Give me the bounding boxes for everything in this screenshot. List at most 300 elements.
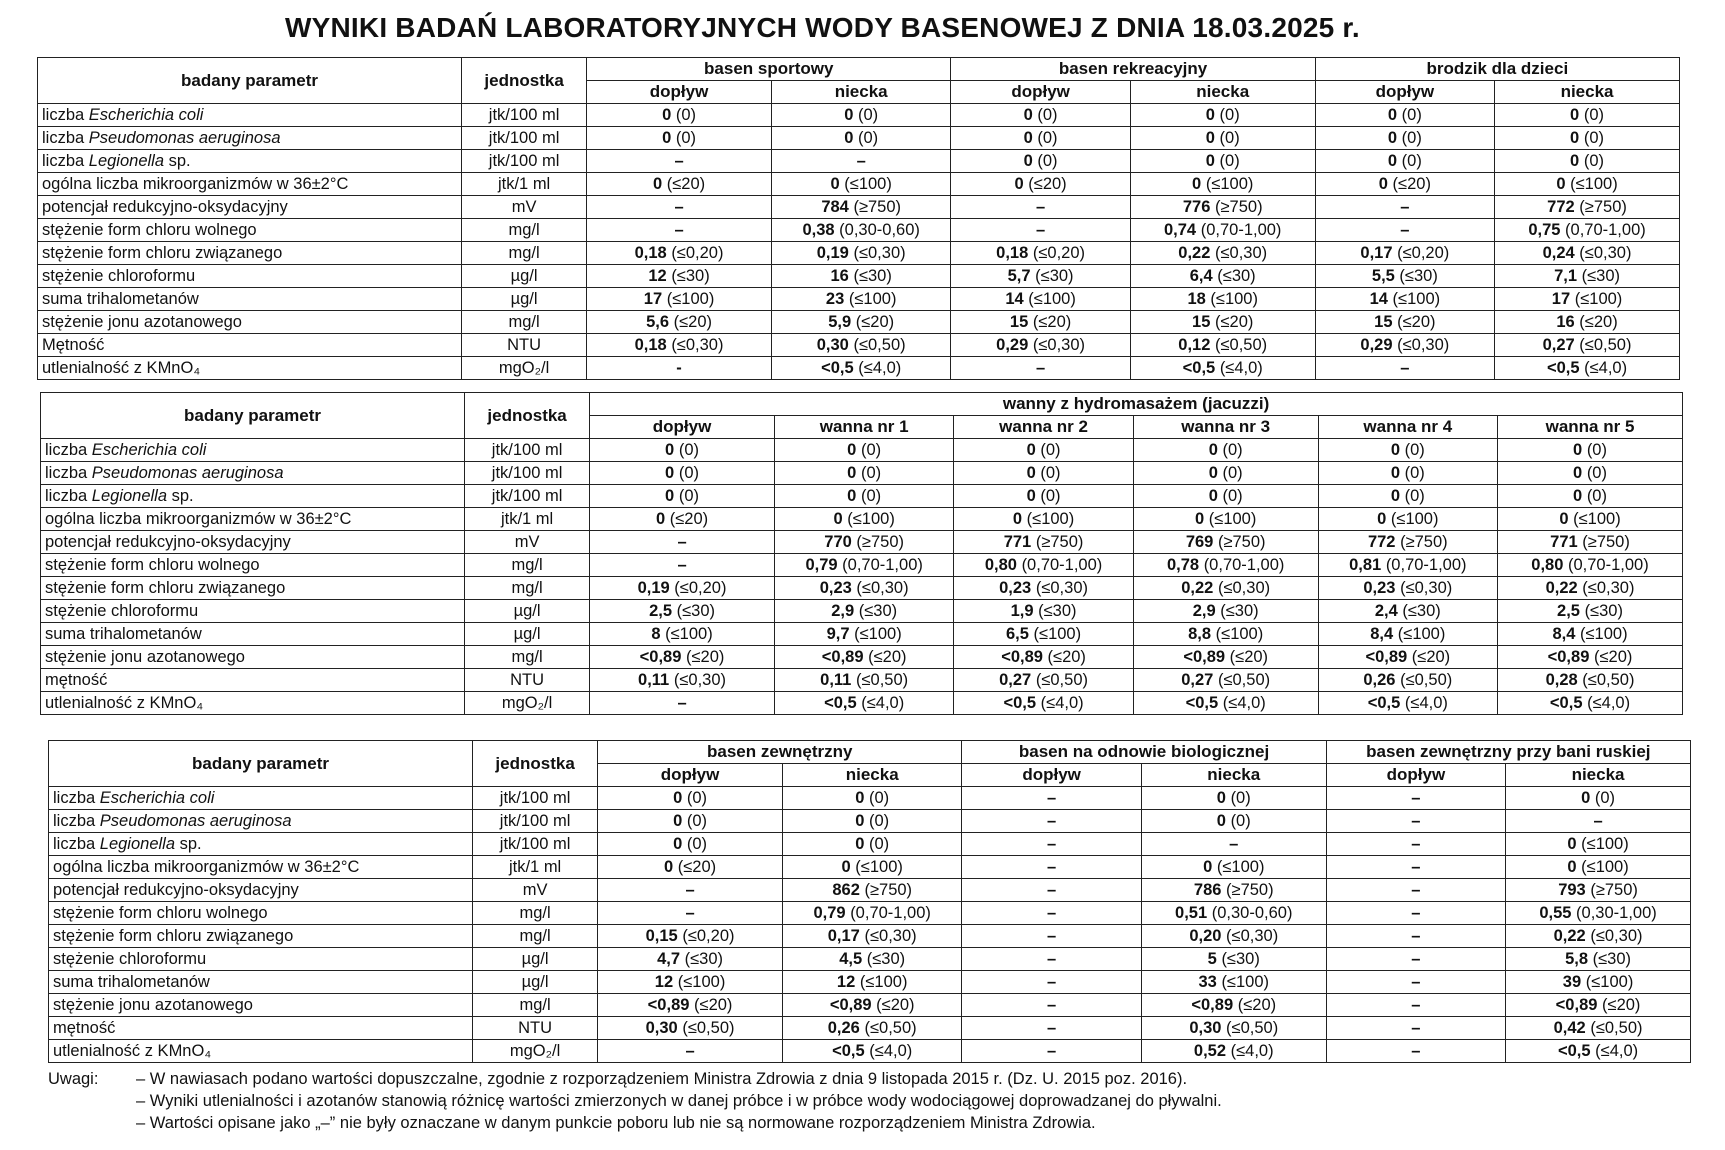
value-cell: 16 (≤20): [1495, 311, 1680, 334]
value-cell: 0 (0): [954, 439, 1133, 462]
table-row: [49, 833, 1691, 856]
value-cell: –: [962, 902, 1141, 925]
value-cell: 12 (≤100): [598, 971, 783, 994]
value-cell: 0,78 (0,70-1,00): [1133, 554, 1318, 577]
value-cell: <0,5 (≤4,0): [1506, 1040, 1691, 1063]
table-row: [41, 669, 1683, 692]
value-cell: 0,52 (≤4,0): [1141, 1040, 1326, 1063]
value-cell: 0 (0): [590, 439, 775, 462]
value-cell: –: [962, 925, 1141, 948]
value-cell: 15 (≤20): [1130, 311, 1315, 334]
value-cell: 0,22 (≤0,30): [1506, 925, 1691, 948]
value-cell: 0,81 (0,70-1,00): [1318, 554, 1497, 577]
unit: jtk/100 ml: [465, 485, 590, 508]
value-cell: 772 (≥750): [1318, 531, 1497, 554]
group-header: basen sportowy: [587, 58, 951, 81]
header-unit: jednostka: [465, 393, 590, 439]
note-line: – Wyniki utlenialności i azotanów stanowią różnicę wartości zmierzonych w danej próbce i w próbce wody wodociągowej doprowadzanej do pływalni.: [136, 1092, 1222, 1110]
param-name: stężenie chloroformu: [49, 948, 473, 971]
value-cell: 15 (≤20): [1315, 311, 1494, 334]
value-cell: –: [1326, 810, 1505, 833]
param-name: suma trihalometanów: [41, 623, 465, 646]
param-name: ogólna liczba mikroorganizmów w 36±2°C: [38, 173, 462, 196]
param-name: liczba Escherichia coli: [41, 439, 465, 462]
sub-header: wanna nr 1: [774, 416, 953, 439]
table-row: [49, 1017, 1691, 1040]
value-cell: 770 (≥750): [774, 531, 953, 554]
value-cell: –: [1326, 1040, 1505, 1063]
value-cell: 0,26 (≤0,50): [782, 1017, 961, 1040]
notes-lines: [136, 1068, 1696, 1134]
value-cell: 0 (≤100): [1506, 833, 1691, 856]
unit: jtk/100 ml: [473, 833, 598, 856]
param-name: ogólna liczba mikroorganizmów w 36±2°C: [41, 508, 465, 531]
value-cell: 12 (≤100): [782, 971, 961, 994]
value-cell: 0 (≤20): [1315, 173, 1494, 196]
value-cell: 0 (≤100): [1495, 173, 1680, 196]
table-row: [38, 288, 1680, 311]
param-name: liczba Legionella sp.: [49, 833, 473, 856]
table-row: [38, 219, 1680, 242]
unit: mgO₂/l: [465, 692, 590, 715]
notes-label: Uwagi:: [48, 1070, 99, 1088]
param-name: Mętność: [38, 334, 462, 357]
value-cell: –: [962, 971, 1141, 994]
param-name: potencjał redukcyjno-oksydacyjny: [41, 531, 465, 554]
value-cell: –: [598, 879, 783, 902]
unit: mgO₂/l: [473, 1040, 598, 1063]
sub-header: dopływ: [1326, 764, 1505, 787]
value-cell: <0,5 (≤4,0): [1318, 692, 1497, 715]
table-row: [49, 971, 1691, 994]
unit: mg/l: [462, 242, 587, 265]
value-cell: 0 (0): [771, 127, 950, 150]
value-cell: 769 (≥750): [1133, 531, 1318, 554]
table-row: [41, 485, 1683, 508]
value-cell: <0,5 (≤4,0): [1130, 357, 1315, 380]
value-cell: 0,29 (≤0,30): [1315, 334, 1494, 357]
unit: jtk/100 ml: [462, 150, 587, 173]
param-name: ogólna liczba mikroorganizmów w 36±2°C: [49, 856, 473, 879]
value-cell: 786 (≥750): [1141, 879, 1326, 902]
value-cell: 5 (≤30): [1141, 948, 1326, 971]
table-row: [38, 173, 1680, 196]
value-cell: 0 (0): [1315, 104, 1494, 127]
value-cell: –: [1326, 856, 1505, 879]
unit: mV: [465, 531, 590, 554]
unit: µg/l: [465, 600, 590, 623]
value-cell: 0 (0): [598, 810, 783, 833]
table-row: [49, 925, 1691, 948]
table-row: [41, 623, 1683, 646]
unit: NTU: [462, 334, 587, 357]
value-cell: 0 (0): [587, 127, 772, 150]
value-cell: -: [587, 357, 772, 380]
table-row: [49, 902, 1691, 925]
value-cell: 0 (0): [598, 833, 783, 856]
value-cell: –: [1315, 219, 1494, 242]
value-cell: 0,26 (≤0,50): [1318, 669, 1497, 692]
value-cell: –: [951, 357, 1130, 380]
value-cell: –: [590, 692, 775, 715]
sub-header: niecka: [1141, 764, 1326, 787]
value-cell: 0,18 (≤0,20): [951, 242, 1130, 265]
value-cell: 0 (0): [1318, 462, 1497, 485]
param-name: potencjał redukcyjno-oksydacyjny: [49, 879, 473, 902]
table-row: [38, 196, 1680, 219]
value-cell: 0 (0): [1133, 462, 1318, 485]
value-cell: 0 (≤100): [1130, 173, 1315, 196]
value-cell: 5,5 (≤30): [1315, 265, 1494, 288]
value-cell: 0,17 (≤0,30): [782, 925, 961, 948]
table-row: [49, 810, 1691, 833]
unit: jtk/100 ml: [465, 439, 590, 462]
value-cell: <0,5 (≤4,0): [1498, 692, 1683, 715]
table-row: [41, 508, 1683, 531]
param-name: utlenialność z KMnO₄: [41, 692, 465, 715]
value-cell: –: [962, 787, 1141, 810]
value-cell: –: [962, 1017, 1141, 1040]
value-cell: 0,29 (≤0,30): [951, 334, 1130, 357]
param-name: stężenie chloroformu: [38, 265, 462, 288]
table-row: [38, 311, 1680, 334]
unit: µg/l: [462, 288, 587, 311]
value-cell: –: [590, 531, 775, 554]
value-cell: 0 (0): [1141, 810, 1326, 833]
unit: mg/l: [462, 311, 587, 334]
value-cell: 862 (≥750): [782, 879, 961, 902]
value-cell: –: [1326, 925, 1505, 948]
value-cell: 0 (0): [598, 787, 783, 810]
value-cell: 0 (0): [1315, 127, 1494, 150]
value-cell: 0 (0): [1498, 485, 1683, 508]
value-cell: 0 (≤100): [771, 173, 950, 196]
value-cell: 12 (≤30): [587, 265, 772, 288]
value-cell: 0,79 (0,70-1,00): [782, 902, 961, 925]
unit: jtk/100 ml: [462, 127, 587, 150]
value-cell: 15 (≤20): [951, 311, 1130, 334]
value-cell: <0,89 (≤20): [782, 994, 961, 1017]
value-cell: 39 (≤100): [1506, 971, 1691, 994]
value-cell: 0,20 (≤0,30): [1141, 925, 1326, 948]
sub-header: dopływ: [1315, 81, 1494, 104]
value-cell: 0 (0): [1498, 439, 1683, 462]
value-cell: 0,22 (≤0,30): [1130, 242, 1315, 265]
table-row: [49, 994, 1691, 1017]
results-table-pools: [37, 57, 1680, 380]
value-cell: –: [1326, 994, 1505, 1017]
value-cell: 2,4 (≤30): [1318, 600, 1497, 623]
value-cell: 4,7 (≤30): [598, 948, 783, 971]
sub-header: niecka: [782, 764, 961, 787]
value-cell: –: [1326, 1017, 1505, 1040]
value-cell: 1,9 (≤30): [954, 600, 1133, 623]
table-row: [41, 646, 1683, 669]
value-cell: 793 (≥750): [1506, 879, 1691, 902]
header-param: badany parametr: [41, 393, 465, 439]
value-cell: 771 (≥750): [954, 531, 1133, 554]
value-cell: 0 (0): [1495, 127, 1680, 150]
value-cell: 0 (0): [1318, 485, 1497, 508]
value-cell: 4,5 (≤30): [782, 948, 961, 971]
value-cell: –: [1315, 196, 1494, 219]
param-name: stężenie form chloru związanego: [49, 925, 473, 948]
param-name: potencjał redukcyjno-oksydacyjny: [38, 196, 462, 219]
value-cell: 8,4 (≤100): [1498, 623, 1683, 646]
table-row: [38, 265, 1680, 288]
value-cell: 0 (0): [774, 462, 953, 485]
param-name: mętność: [41, 669, 465, 692]
value-cell: 0 (0): [1130, 127, 1315, 150]
value-cell: 0,11 (≤0,50): [774, 669, 953, 692]
value-cell: 17 (≤100): [587, 288, 772, 311]
unit: µg/l: [473, 971, 598, 994]
note-line: – Wartości opisane jako „–” nie były oznaczane w danym punkcie poboru lub nie są normowane rozporządzeniem Ministra Zdrowia.: [136, 1114, 1096, 1132]
table-row: [41, 531, 1683, 554]
value-cell: 0 (≤20): [951, 173, 1130, 196]
value-cell: 0,17 (≤0,20): [1315, 242, 1494, 265]
value-cell: 0 (0): [1318, 439, 1497, 462]
param-name: stężenie form chloru związanego: [38, 242, 462, 265]
value-cell: 2,5 (≤30): [590, 600, 775, 623]
value-cell: 0 (0): [1498, 462, 1683, 485]
value-cell: <0,89 (≤20): [1318, 646, 1497, 669]
value-cell: 0,55 (0,30-1,00): [1506, 902, 1691, 925]
value-cell: 17 (≤100): [1495, 288, 1680, 311]
table-row: [49, 879, 1691, 902]
value-cell: <0,5 (≤4,0): [1495, 357, 1680, 380]
sub-header: niecka: [771, 81, 950, 104]
value-cell: 0 (0): [782, 787, 961, 810]
value-cell: –: [1141, 833, 1326, 856]
table-row: [38, 150, 1680, 173]
value-cell: 16 (≤30): [771, 265, 950, 288]
unit: mgO₂/l: [462, 357, 587, 380]
table-row: [38, 127, 1680, 150]
param-name: utlenialność z KMnO₄: [49, 1040, 473, 1063]
value-cell: 0 (≤100): [1498, 508, 1683, 531]
unit: NTU: [473, 1017, 598, 1040]
value-cell: –: [962, 948, 1141, 971]
sub-header: wanna nr 5: [1498, 416, 1683, 439]
value-cell: 0 (0): [1133, 485, 1318, 508]
param-name: liczba Pseudomonas aeruginosa: [49, 810, 473, 833]
param-name: stężenie jonu azotanowego: [38, 311, 462, 334]
value-cell: 0,79 (0,70-1,00): [774, 554, 953, 577]
value-cell: 0 (0): [1130, 104, 1315, 127]
value-cell: 0,22 (≤0,30): [1498, 577, 1683, 600]
unit: jtk/1 ml: [462, 173, 587, 196]
unit: jtk/100 ml: [473, 787, 598, 810]
value-cell: –: [962, 879, 1141, 902]
param-name: suma trihalometanów: [38, 288, 462, 311]
param-name: liczba Legionella sp.: [38, 150, 462, 173]
param-name: stężenie form chloru wolnego: [49, 902, 473, 925]
table-row: [38, 357, 1680, 380]
unit: mV: [473, 879, 598, 902]
value-cell: 0 (0): [587, 104, 772, 127]
sub-header: dopływ: [951, 81, 1130, 104]
value-cell: <0,5 (≤4,0): [774, 692, 953, 715]
value-cell: 0,15 (≤0,20): [598, 925, 783, 948]
param-name: stężenie chloroformu: [41, 600, 465, 623]
value-cell: 0,30 (≤0,50): [598, 1017, 783, 1040]
sub-header: wanna nr 4: [1318, 416, 1497, 439]
sub-header: dopływ: [587, 81, 772, 104]
value-cell: –: [962, 994, 1141, 1017]
sub-header: niecka: [1130, 81, 1315, 104]
value-cell: –: [962, 810, 1141, 833]
value-cell: 2,9 (≤30): [1133, 600, 1318, 623]
unit: mg/l: [473, 925, 598, 948]
value-cell: –: [587, 219, 772, 242]
value-cell: 772 (≥750): [1495, 196, 1680, 219]
group-header: basen na odnowie biologicznej: [962, 741, 1326, 764]
value-cell: 771 (≥750): [1498, 531, 1683, 554]
table-row: [41, 692, 1683, 715]
value-cell: 0 (≤100): [954, 508, 1133, 531]
value-cell: 0 (0): [774, 485, 953, 508]
value-cell: –: [1326, 833, 1505, 856]
value-cell: 0,19 (≤0,20): [590, 577, 775, 600]
value-cell: 0,75 (0,70-1,00): [1495, 219, 1680, 242]
sub-header: wanna nr 3: [1133, 416, 1318, 439]
value-cell: <0,89 (≤20): [598, 994, 783, 1017]
note-line: – W nawiasach podano wartości dopuszczalne, zgodnie z rozporządzeniem Ministra Zdrowia z dnia 9 listopada 2015 r. (Dz. U. 2015 poz. 2016).: [136, 1070, 1188, 1088]
value-cell: –: [598, 902, 783, 925]
value-cell: 0,23 (≤0,30): [1318, 577, 1497, 600]
value-cell: 0 (0): [951, 127, 1130, 150]
value-cell: 14 (≤100): [951, 288, 1130, 311]
value-cell: 5,9 (≤20): [771, 311, 950, 334]
param-name: mętność: [49, 1017, 473, 1040]
value-cell: 0,30 (≤0,50): [1141, 1017, 1326, 1040]
table-row: [41, 600, 1683, 623]
value-cell: –: [962, 856, 1141, 879]
value-cell: 0 (0): [1495, 104, 1680, 127]
sub-header: dopływ: [590, 416, 775, 439]
value-cell: 0,28 (≤0,50): [1498, 669, 1683, 692]
value-cell: 0,27 (≤0,50): [1495, 334, 1680, 357]
value-cell: 0 (≤20): [587, 173, 772, 196]
header-param: badany parametr: [38, 58, 462, 104]
unit: mg/l: [473, 902, 598, 925]
param-name: liczba Legionella sp.: [41, 485, 465, 508]
param-name: stężenie form chloru związanego: [41, 577, 465, 600]
unit: NTU: [465, 669, 590, 692]
value-cell: 0 (0): [951, 150, 1130, 173]
sub-header: dopływ: [598, 764, 783, 787]
sub-header: wanna nr 2: [954, 416, 1133, 439]
value-cell: 0,23 (≤0,30): [774, 577, 953, 600]
unit: mV: [462, 196, 587, 219]
value-cell: 2,5 (≤30): [1498, 600, 1683, 623]
value-cell: 7,1 (≤30): [1495, 265, 1680, 288]
value-cell: 0,27 (≤0,50): [954, 669, 1133, 692]
param-name: stężenie jonu azotanowego: [41, 646, 465, 669]
value-cell: 0,27 (≤0,50): [1133, 669, 1318, 692]
param-name: suma trihalometanów: [49, 971, 473, 994]
table-row: [41, 439, 1683, 462]
value-cell: –: [590, 554, 775, 577]
group-header: brodzik dla dzieci: [1315, 58, 1679, 81]
value-cell: 0,38 (0,30-0,60): [771, 219, 950, 242]
value-cell: 0 (0): [1495, 150, 1680, 173]
value-cell: 33 (≤100): [1141, 971, 1326, 994]
param-name: stężenie jonu azotanowego: [49, 994, 473, 1017]
value-cell: 0,11 (≤0,30): [590, 669, 775, 692]
value-cell: 2,9 (≤30): [774, 600, 953, 623]
param-name: liczba Pseudomonas aeruginosa: [41, 462, 465, 485]
value-cell: 784 (≥750): [771, 196, 950, 219]
value-cell: 0 (0): [1141, 787, 1326, 810]
table-row: [38, 104, 1680, 127]
value-cell: –: [1326, 948, 1505, 971]
table-row: [49, 787, 1691, 810]
value-cell: –: [1326, 787, 1505, 810]
results-table-jacuzzi: [40, 392, 1683, 715]
value-cell: –: [1326, 971, 1505, 994]
value-cell: 0 (0): [774, 439, 953, 462]
unit: jtk/1 ml: [473, 856, 598, 879]
value-cell: 0 (≤100): [1506, 856, 1691, 879]
param-name: liczba Escherichia coli: [49, 787, 473, 810]
value-cell: 0,74 (0,70-1,00): [1130, 219, 1315, 242]
unit: mg/l: [465, 577, 590, 600]
table-row: [49, 948, 1691, 971]
group-header: basen zewnętrzny: [598, 741, 962, 764]
table-row: [41, 554, 1683, 577]
value-cell: –: [951, 196, 1130, 219]
value-cell: 0 (0): [590, 462, 775, 485]
value-cell: 0 (≤100): [782, 856, 961, 879]
param-name: stężenie form chloru wolnego: [38, 219, 462, 242]
value-cell: 0 (0): [954, 462, 1133, 485]
value-cell: 0 (0): [1130, 150, 1315, 173]
unit: jtk/100 ml: [465, 462, 590, 485]
table-row: [41, 462, 1683, 485]
value-cell: 0,24 (≤0,30): [1495, 242, 1680, 265]
value-cell: 0 (≤100): [1141, 856, 1326, 879]
param-name: stężenie form chloru wolnego: [41, 554, 465, 577]
value-cell: 0,51 (0,30-0,60): [1141, 902, 1326, 925]
value-cell: –: [587, 150, 772, 173]
value-cell: <0,89 (≤20): [1133, 646, 1318, 669]
value-cell: 0,12 (≤0,50): [1130, 334, 1315, 357]
value-cell: 776 (≥750): [1130, 196, 1315, 219]
value-cell: –: [1326, 902, 1505, 925]
value-cell: –: [1326, 879, 1505, 902]
unit: mg/l: [465, 646, 590, 669]
value-cell: 8,8 (≤100): [1133, 623, 1318, 646]
table-row: [49, 1040, 1691, 1063]
unit: mg/l: [473, 994, 598, 1017]
table-row: [38, 242, 1680, 265]
value-cell: <0,5 (≤4,0): [782, 1040, 961, 1063]
unit: µg/l: [462, 265, 587, 288]
header-unit: jednostka: [462, 58, 587, 104]
sub-header: dopływ: [962, 764, 1141, 787]
group-header: wanny z hydromasażem (jacuzzi): [590, 393, 1683, 416]
value-cell: 0 (0): [1133, 439, 1318, 462]
param-name: liczba Escherichia coli: [38, 104, 462, 127]
param-name: liczba Pseudomonas aeruginosa: [38, 127, 462, 150]
value-cell: 0 (0): [782, 810, 961, 833]
unit: jtk/100 ml: [462, 104, 587, 127]
value-cell: 0 (0): [590, 485, 775, 508]
value-cell: –: [771, 150, 950, 173]
unit: mg/l: [465, 554, 590, 577]
